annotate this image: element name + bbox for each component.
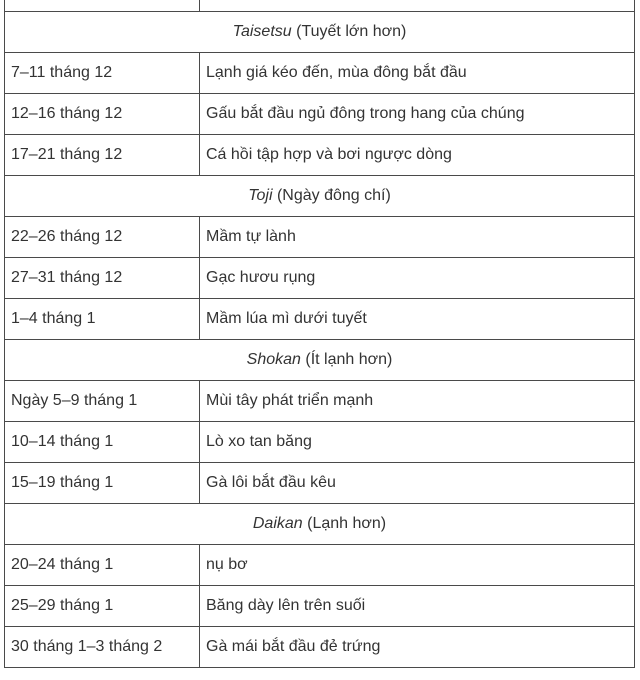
table-row — [5, 258, 635, 299]
section-name: Taisetsu — [232, 23, 292, 40]
description-cell: Lạnh giá kéo đến, mùa đông bắt đầu — [200, 53, 635, 94]
seasons-table-container — [4, 0, 635, 668]
date-cell: 12–16 tháng 12 — [5, 94, 200, 135]
table-row-partial — [5, 0, 635, 12]
date-cell: 15–19 tháng 1 — [5, 463, 200, 504]
section-header — [5, 12, 635, 53]
table-row — [5, 299, 635, 340]
table-row — [5, 381, 635, 422]
table-row — [5, 422, 635, 463]
section-meaning: (Ngày đông chí) — [276, 187, 391, 204]
section-header — [5, 504, 635, 545]
description-cell: Lò xo tan băng — [200, 422, 635, 463]
date-cell: 20–24 tháng 1 — [5, 545, 200, 586]
section-meaning: (Ít lạnh hơn) — [305, 351, 393, 368]
description-cell: Băng dày lên trên suối — [200, 586, 635, 627]
date-cell: 1–4 tháng 1 — [5, 299, 200, 340]
description-cell: nụ bơ — [200, 545, 635, 586]
date-cell: 7–11 tháng 12 — [5, 53, 200, 94]
table-row — [5, 463, 635, 504]
section-name: Daikan — [252, 515, 303, 532]
date-cell: 22–26 tháng 12 — [5, 217, 200, 258]
description-cell: Mùi tây phát triển mạnh — [200, 381, 635, 422]
table-row — [5, 627, 635, 668]
section-header-row — [5, 12, 635, 53]
date-cell: 25–29 tháng 1 — [5, 586, 200, 627]
section-header — [5, 340, 635, 381]
date-cell: 17–21 tháng 12 — [5, 135, 200, 176]
description-cell: Gấu bắt đầu ngủ đông trong hang của chúng — [200, 94, 635, 135]
date-cell: 27–31 tháng 12 — [5, 258, 200, 299]
table-cell-empty — [5, 0, 200, 12]
section-name: Toji — [248, 187, 273, 204]
table-row — [5, 94, 635, 135]
date-cell: 30 tháng 1–3 tháng 2 — [5, 627, 200, 668]
description-cell: Gạc hươu rụng — [200, 258, 635, 299]
seasons-table — [4, 0, 635, 668]
table-cell-empty — [200, 0, 635, 12]
description-cell: Cá hồi tập hợp và bơi ngược dòng — [200, 135, 635, 176]
date-cell: Ngày 5–9 tháng 1 — [5, 381, 200, 422]
table-row — [5, 53, 635, 94]
section-meaning: (Tuyết lớn hơn) — [296, 23, 407, 40]
description-cell: Gà mái bắt đầu đẻ trứng — [200, 627, 635, 668]
description-cell: Gà lôi bắt đầu kêu — [200, 463, 635, 504]
table-row — [5, 135, 635, 176]
table-row — [5, 217, 635, 258]
seasons-table-body — [5, 0, 635, 668]
table-row — [5, 586, 635, 627]
section-meaning: (Lạnh hơn) — [307, 515, 387, 532]
table-row — [5, 545, 635, 586]
description-cell: Mầm tự lành — [200, 217, 635, 258]
section-name: Shokan — [246, 351, 301, 368]
section-header-row — [5, 504, 635, 545]
description-cell: Mầm lúa mì dưới tuyết — [200, 299, 635, 340]
section-header-row — [5, 176, 635, 217]
section-header-row — [5, 340, 635, 381]
section-header — [5, 176, 635, 217]
date-cell: 10–14 tháng 1 — [5, 422, 200, 463]
